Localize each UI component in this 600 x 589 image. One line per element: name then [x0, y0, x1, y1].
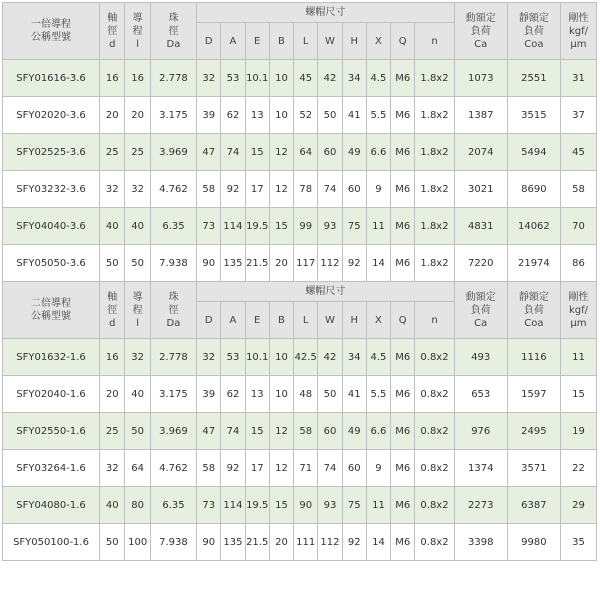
cell-dynamic-ca: 653	[454, 376, 507, 413]
cell-W: 42	[318, 339, 342, 376]
cell-static-coa: 3571	[507, 450, 560, 487]
header-line: 靜額定	[518, 12, 549, 24]
cell-X: 11	[366, 208, 390, 245]
header-line: 剛性	[568, 12, 589, 24]
cell-B: 12	[269, 450, 293, 487]
nut-col-header: D	[197, 302, 221, 339]
cell-shaft-d: 32	[100, 450, 125, 487]
cell-model: SFY02040-1.6	[3, 376, 100, 413]
header-line: μm	[570, 317, 587, 329]
header-line: l	[136, 38, 140, 50]
header-row-top	[3, 282, 597, 302]
cell-static-coa: 5494	[507, 134, 560, 171]
header-line: 徑	[168, 304, 179, 316]
cell-dynamic-ca: 2074	[454, 134, 507, 171]
cell-lead-l: 40	[125, 208, 150, 245]
cell-shaft-d: 25	[100, 413, 125, 450]
cell-B: 12	[269, 171, 293, 208]
cell-D: 58	[197, 171, 221, 208]
cell-ball-da: 2.778	[150, 339, 196, 376]
cell-Q: M6	[391, 245, 415, 282]
cell-H: 34	[342, 60, 366, 97]
nut-col-header: D	[197, 23, 221, 60]
cell-model: SFY01616-3.6	[3, 60, 100, 97]
cell-n: 1.8x2	[415, 60, 454, 97]
cell-X: 4.5	[366, 60, 390, 97]
cell-model: SFY01632-1.6	[3, 339, 100, 376]
cell-A: 74	[221, 134, 245, 171]
table-row	[3, 208, 597, 245]
header-line: 徑	[168, 25, 179, 37]
cell-Q: M6	[391, 60, 415, 97]
cell-L: 64	[294, 134, 318, 171]
nut-col-header: H	[342, 23, 366, 60]
cell-shaft-d: 50	[100, 524, 125, 561]
cell-Q: M6	[391, 413, 415, 450]
nut-col-header: E	[245, 23, 269, 60]
cell-D: 39	[197, 376, 221, 413]
cell-model: SFY04040-3.6	[3, 208, 100, 245]
cell-H: 92	[342, 524, 366, 561]
cell-stiffness: 35	[560, 524, 596, 561]
cell-stiffness: 22	[560, 450, 596, 487]
cell-lead-l: 25	[125, 134, 150, 171]
cell-stiffness: 31	[560, 60, 596, 97]
cell-n: 0.8x2	[415, 376, 454, 413]
stiffness-header	[560, 3, 596, 60]
cell-lead-l: 40	[125, 376, 150, 413]
cell-n: 1.8x2	[415, 171, 454, 208]
cell-dynamic-ca: 1387	[454, 97, 507, 134]
header-line: 導	[132, 12, 143, 24]
cell-model: SFY02525-3.6	[3, 134, 100, 171]
cell-stiffness: 11	[560, 339, 596, 376]
model-header	[3, 3, 100, 60]
cell-H: 34	[342, 339, 366, 376]
cell-A: 92	[221, 171, 245, 208]
header-line: Da	[166, 317, 181, 329]
header-line: 剛性	[568, 291, 589, 303]
cell-H: 60	[342, 171, 366, 208]
cell-A: 53	[221, 60, 245, 97]
cell-W: 74	[318, 450, 342, 487]
table-row	[3, 134, 597, 171]
header-line: μm	[570, 38, 587, 50]
cell-ball-da: 3.969	[150, 413, 196, 450]
cell-Q: M6	[391, 487, 415, 524]
cell-D: 47	[197, 134, 221, 171]
cell-X: 4.5	[366, 339, 390, 376]
cell-shaft-d: 20	[100, 376, 125, 413]
cell-H: 75	[342, 208, 366, 245]
cell-dynamic-ca: 976	[454, 413, 507, 450]
cell-B: 10	[269, 60, 293, 97]
cell-model: SFY03232-3.6	[3, 171, 100, 208]
cell-D: 73	[197, 208, 221, 245]
cell-dynamic-ca: 3021	[454, 171, 507, 208]
cell-B: 15	[269, 487, 293, 524]
cell-B: 10	[269, 97, 293, 134]
nut-col-header: n	[415, 23, 454, 60]
cell-B: 10	[269, 376, 293, 413]
cell-shaft-d: 40	[100, 208, 125, 245]
ball-header	[150, 282, 196, 339]
cell-dynamic-ca: 4831	[454, 208, 507, 245]
cell-model: SFY02550-1.6	[3, 413, 100, 450]
cell-ball-da: 7.938	[150, 524, 196, 561]
cell-B: 10	[269, 339, 293, 376]
header-line: 珠	[168, 12, 179, 24]
cell-A: 114	[221, 208, 245, 245]
cell-X: 14	[366, 524, 390, 561]
cell-n: 1.8x2	[415, 245, 454, 282]
cell-static-coa: 14062	[507, 208, 560, 245]
nut-col-header: Q	[391, 302, 415, 339]
nut-col-header: H	[342, 302, 366, 339]
cell-dynamic-ca: 493	[454, 339, 507, 376]
header-line: 徑	[107, 25, 118, 37]
cell-X: 5.5	[366, 97, 390, 134]
cell-W: 112	[318, 245, 342, 282]
cell-ball-da: 3.969	[150, 134, 196, 171]
table-row	[3, 524, 597, 561]
cell-X: 14	[366, 245, 390, 282]
cell-lead-l: 50	[125, 245, 150, 282]
header-line: 導	[132, 291, 143, 303]
cell-A: 92	[221, 450, 245, 487]
cell-stiffness: 19	[560, 413, 596, 450]
header-line: 動額定	[465, 291, 496, 303]
header-line: Coa	[524, 38, 544, 50]
nut-dimensions-header: 螺帽尺寸	[197, 3, 455, 23]
header-line: Coa	[524, 317, 544, 329]
cell-W: 50	[318, 376, 342, 413]
cell-model: SFY03264-1.6	[3, 450, 100, 487]
cell-Q: M6	[391, 376, 415, 413]
cell-ball-da: 6.35	[150, 487, 196, 524]
cell-static-coa: 8690	[507, 171, 560, 208]
nut-dimensions-header: 螺帽尺寸	[197, 282, 455, 302]
cell-lead-l: 16	[125, 60, 150, 97]
cell-B: 15	[269, 208, 293, 245]
cell-shaft-d: 16	[100, 339, 125, 376]
cell-static-coa: 21974	[507, 245, 560, 282]
cell-L: 42.5	[294, 339, 318, 376]
header-line: 公稱型號	[31, 32, 72, 43]
cell-n: 0.8x2	[415, 450, 454, 487]
nut-col-header: A	[221, 23, 245, 60]
cell-ball-da: 7.938	[150, 245, 196, 282]
cell-W: 93	[318, 208, 342, 245]
header-line: Ca	[474, 38, 488, 50]
cell-lead-l: 64	[125, 450, 150, 487]
nut-col-header: E	[245, 302, 269, 339]
static-load-header	[507, 3, 560, 60]
cell-X: 6.6	[366, 413, 390, 450]
cell-E: 15	[245, 413, 269, 450]
header-line: 公稱型號	[31, 311, 72, 322]
cell-X: 5.5	[366, 376, 390, 413]
cell-A: 114	[221, 487, 245, 524]
dynamic-load-header	[454, 3, 507, 60]
cell-X: 9	[366, 171, 390, 208]
nut-col-header: X	[366, 302, 390, 339]
cell-D: 73	[197, 487, 221, 524]
nut-col-header: W	[318, 302, 342, 339]
header-line: 軸	[107, 12, 118, 24]
table-row	[3, 339, 597, 376]
cell-E: 21.5	[245, 245, 269, 282]
cell-W: 60	[318, 134, 342, 171]
cell-B: 12	[269, 134, 293, 171]
nut-col-header: L	[294, 23, 318, 60]
cell-ball-da: 3.175	[150, 376, 196, 413]
cell-W: 74	[318, 171, 342, 208]
cell-B: 12	[269, 413, 293, 450]
cell-dynamic-ca: 3398	[454, 524, 507, 561]
lead-header	[125, 282, 150, 339]
header-line: 動額定	[465, 12, 496, 24]
cell-D: 32	[197, 60, 221, 97]
table-row	[3, 60, 597, 97]
nut-col-header: Q	[391, 23, 415, 60]
static-load-header	[507, 282, 560, 339]
cell-H: 49	[342, 134, 366, 171]
header-line: 二倍導程	[31, 298, 72, 309]
cell-L: 52	[294, 97, 318, 134]
cell-n: 0.8x2	[415, 413, 454, 450]
lead-header	[125, 3, 150, 60]
cell-A: 74	[221, 413, 245, 450]
nut-col-header: L	[294, 302, 318, 339]
shaft-header	[100, 282, 125, 339]
nut-col-header: A	[221, 302, 245, 339]
cell-L: 111	[294, 524, 318, 561]
cell-L: 78	[294, 171, 318, 208]
cell-stiffness: 86	[560, 245, 596, 282]
cell-L: 48	[294, 376, 318, 413]
cell-lead-l: 100	[125, 524, 150, 561]
table-row	[3, 413, 597, 450]
cell-stiffness: 70	[560, 208, 596, 245]
cell-W: 93	[318, 487, 342, 524]
header-line: l	[136, 317, 140, 329]
cell-stiffness: 29	[560, 487, 596, 524]
cell-E: 21.5	[245, 524, 269, 561]
cell-lead-l: 32	[125, 171, 150, 208]
cell-model: SFY050100-1.6	[3, 524, 100, 561]
table-row	[3, 376, 597, 413]
header-line: d	[109, 317, 116, 329]
cell-stiffness: 45	[560, 134, 596, 171]
header-line: kgf/	[568, 25, 588, 37]
cell-shaft-d: 32	[100, 171, 125, 208]
header-line: Ca	[474, 317, 488, 329]
header-line: Da	[166, 38, 181, 50]
cell-dynamic-ca: 7220	[454, 245, 507, 282]
model-header	[3, 282, 100, 339]
header-line: 負荷	[470, 25, 491, 37]
cell-A: 135	[221, 524, 245, 561]
nut-col-header: W	[318, 23, 342, 60]
cell-X: 6.6	[366, 134, 390, 171]
cell-B: 20	[269, 245, 293, 282]
cell-W: 50	[318, 97, 342, 134]
cell-L: 45	[294, 60, 318, 97]
cell-H: 75	[342, 487, 366, 524]
cell-D: 32	[197, 339, 221, 376]
ball-header	[150, 3, 196, 60]
cell-D: 39	[197, 97, 221, 134]
cell-static-coa: 2495	[507, 413, 560, 450]
cell-stiffness: 37	[560, 97, 596, 134]
cell-L: 58	[294, 413, 318, 450]
shaft-header	[100, 3, 125, 60]
header-line: 一倍導程	[31, 19, 72, 30]
header-line: 軸	[107, 291, 118, 303]
cell-A: 62	[221, 376, 245, 413]
cell-dynamic-ca: 1073	[454, 60, 507, 97]
cell-E: 13	[245, 97, 269, 134]
cell-shaft-d: 40	[100, 487, 125, 524]
table-row	[3, 245, 597, 282]
cell-shaft-d: 50	[100, 245, 125, 282]
cell-D: 90	[197, 245, 221, 282]
cell-H: 92	[342, 245, 366, 282]
cell-L: 117	[294, 245, 318, 282]
cell-H: 41	[342, 376, 366, 413]
cell-E: 19.5	[245, 487, 269, 524]
header-line: 負荷	[470, 304, 491, 316]
cell-ball-da: 2.778	[150, 60, 196, 97]
cell-lead-l: 50	[125, 413, 150, 450]
header-line: 程	[132, 25, 143, 37]
cell-n: 1.8x2	[415, 97, 454, 134]
cell-L: 71	[294, 450, 318, 487]
cell-lead-l: 80	[125, 487, 150, 524]
cell-dynamic-ca: 2273	[454, 487, 507, 524]
stiffness-header	[560, 282, 596, 339]
cell-static-coa: 1597	[507, 376, 560, 413]
cell-X: 9	[366, 450, 390, 487]
cell-Q: M6	[391, 450, 415, 487]
cell-ball-da: 4.762	[150, 450, 196, 487]
nut-col-header: X	[366, 23, 390, 60]
cell-E: 10.1	[245, 339, 269, 376]
cell-shaft-d: 16	[100, 60, 125, 97]
cell-W: 42	[318, 60, 342, 97]
cell-H: 60	[342, 450, 366, 487]
nut-col-header: B	[269, 23, 293, 60]
cell-lead-l: 20	[125, 97, 150, 134]
cell-shaft-d: 20	[100, 97, 125, 134]
cell-E: 10.1	[245, 60, 269, 97]
cell-W: 112	[318, 524, 342, 561]
cell-model: SFY02020-3.6	[3, 97, 100, 134]
header-line: d	[109, 38, 116, 50]
cell-model: SFY04080-1.6	[3, 487, 100, 524]
cell-static-coa: 1116	[507, 339, 560, 376]
table-row	[3, 97, 597, 134]
header-line: kgf/	[568, 304, 588, 316]
cell-A: 62	[221, 97, 245, 134]
table-row	[3, 171, 597, 208]
cell-L: 90	[294, 487, 318, 524]
cell-ball-da: 3.175	[150, 97, 196, 134]
cell-static-coa: 9980	[507, 524, 560, 561]
cell-Q: M6	[391, 171, 415, 208]
cell-n: 0.8x2	[415, 487, 454, 524]
cell-A: 53	[221, 339, 245, 376]
cell-ball-da: 6.35	[150, 208, 196, 245]
cell-n: 0.8x2	[415, 339, 454, 376]
cell-lead-l: 32	[125, 339, 150, 376]
cell-stiffness: 58	[560, 171, 596, 208]
cell-W: 60	[318, 413, 342, 450]
cell-n: 1.8x2	[415, 208, 454, 245]
cell-shaft-d: 25	[100, 134, 125, 171]
table-body	[3, 3, 597, 561]
cell-H: 49	[342, 413, 366, 450]
dynamic-load-header	[454, 282, 507, 339]
cell-Q: M6	[391, 134, 415, 171]
nut-col-header: n	[415, 302, 454, 339]
cell-X: 11	[366, 487, 390, 524]
cell-E: 17	[245, 450, 269, 487]
header-line: 負荷	[523, 304, 544, 316]
cell-stiffness: 15	[560, 376, 596, 413]
cell-A: 135	[221, 245, 245, 282]
cell-H: 41	[342, 97, 366, 134]
cell-E: 19.5	[245, 208, 269, 245]
cell-ball-da: 4.762	[150, 171, 196, 208]
cell-static-coa: 2551	[507, 60, 560, 97]
header-line: 程	[132, 304, 143, 316]
cell-E: 15	[245, 134, 269, 171]
header-row-top	[3, 3, 597, 23]
table-row	[3, 450, 597, 487]
cell-Q: M6	[391, 97, 415, 134]
cell-model: SFY05050-3.6	[3, 245, 100, 282]
cell-dynamic-ca: 1374	[454, 450, 507, 487]
cell-D: 58	[197, 450, 221, 487]
cell-static-coa: 3515	[507, 97, 560, 134]
nut-col-header: B	[269, 302, 293, 339]
header-line: 徑	[107, 304, 118, 316]
cell-L: 99	[294, 208, 318, 245]
cell-n: 1.8x2	[415, 134, 454, 171]
ball-screw-spec-table	[2, 2, 597, 561]
cell-n: 0.8x2	[415, 524, 454, 561]
cell-B: 20	[269, 524, 293, 561]
cell-D: 90	[197, 524, 221, 561]
cell-Q: M6	[391, 339, 415, 376]
cell-D: 47	[197, 413, 221, 450]
cell-E: 13	[245, 376, 269, 413]
cell-static-coa: 6387	[507, 487, 560, 524]
cell-E: 17	[245, 171, 269, 208]
table-row	[3, 487, 597, 524]
cell-Q: M6	[391, 524, 415, 561]
header-line: 靜額定	[518, 291, 549, 303]
header-line: 珠	[168, 291, 179, 303]
header-line: 負荷	[523, 25, 544, 37]
cell-Q: M6	[391, 208, 415, 245]
